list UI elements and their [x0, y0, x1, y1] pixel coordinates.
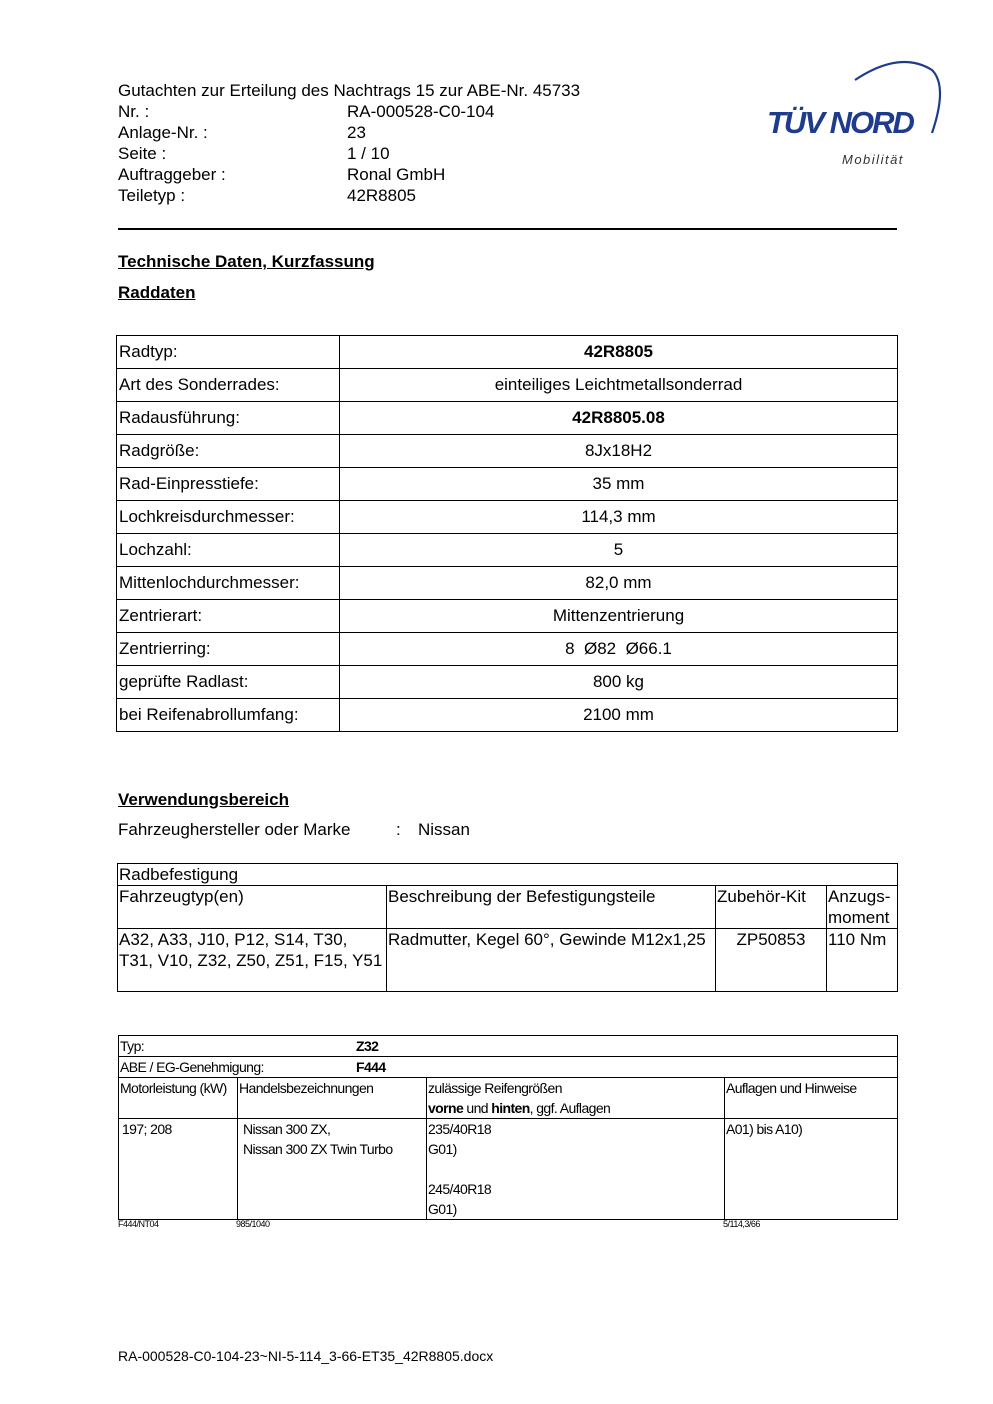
row-label: bei Reifenabrollumfang: [117, 699, 340, 732]
typ-row [119, 1036, 898, 1057]
table-row [118, 929, 898, 992]
table-row [117, 402, 898, 435]
header-value: Ronal GmbH [347, 165, 446, 184]
table-row [118, 864, 898, 886]
handelsbezeichnung-item: Nissan 300 ZX Twin Turbo [243, 1141, 393, 1157]
row-label: Lochzahl: [117, 534, 340, 567]
row-label: Mittenlochdurchmesser: [117, 567, 340, 600]
abe-value: F444 [356, 1059, 386, 1075]
table-row [117, 435, 898, 468]
row-label: Zentrierring: [117, 633, 340, 666]
header-row-anlage [118, 122, 580, 143]
row-value: 82,0 mm [340, 567, 898, 600]
reifen-header-und: und [463, 1100, 492, 1116]
motorleistung-cell: 197; 208 [119, 1119, 238, 1220]
tuv-nord-logo [760, 58, 945, 173]
abe-row [119, 1057, 898, 1078]
befestigungsteile-cell: Radmutter, Kegel 60°, Gewinde M12x1,25 [387, 929, 716, 992]
header-key: Seite : [118, 144, 167, 163]
row-label: Rad-Einpresstiefe: [117, 468, 340, 501]
handelsbezeichnungen-cell [238, 1119, 427, 1220]
reifen-auflage: G01) [428, 1201, 457, 1217]
fahrzeug-typ-table [118, 1035, 898, 1220]
column-header-motorleistung: Motorleistung (kW) [119, 1078, 238, 1119]
header-divider [118, 228, 897, 230]
reifen-auflage: G01) [428, 1141, 457, 1157]
column-header-reifengroessen [427, 1078, 725, 1119]
table-row [117, 468, 898, 501]
typ-value: Z32 [356, 1038, 379, 1054]
hersteller-value: Nissan [418, 820, 470, 839]
row-value: 42R8805 [340, 336, 898, 369]
column-header: Beschreibung der Befestigungsteile [387, 886, 716, 929]
section-heading-verwendungsbereich: Verwendungsbereich [118, 790, 289, 809]
row-value: 8Jx18H2 [340, 435, 898, 468]
table-row [117, 600, 898, 633]
column-header-handelsbezeichnungen: Handelsbezeichnungen [238, 1078, 427, 1119]
header-value: 1 / 10 [347, 144, 390, 163]
header-value: 42R8805 [347, 186, 417, 205]
hersteller-label: Fahrzeughersteller oder Marke [118, 820, 351, 839]
row-value: 42R8805.08 [340, 402, 898, 435]
fahrzeugtypen-cell: A32, A33, J10, P12, S14, T30, T31, V10, Z32, Z50, Z51, F15, Y51 [118, 929, 387, 992]
header-value: 23 [347, 123, 366, 142]
table-row [117, 633, 898, 666]
header-key: Anlage-Nr. : [118, 123, 208, 142]
reifen-header-hinten: hinten [491, 1100, 530, 1116]
column-header: Fahrzeugtyp(en) [118, 886, 387, 929]
table-header-row [119, 1078, 898, 1119]
row-label: Radtyp: [117, 336, 340, 369]
header-row-seite [118, 143, 580, 164]
reifen-header-line1: zulässige Reifengrößen [428, 1080, 562, 1096]
table-row [117, 501, 898, 534]
table-row [117, 699, 898, 732]
handelsbezeichnung-item: Nissan 300 ZX, [243, 1121, 331, 1137]
row-value: 35 mm [340, 468, 898, 501]
row-value: 2100 mm [340, 699, 898, 732]
reifen-header-vorne: vorne [428, 1100, 464, 1116]
hersteller-separator: : [396, 820, 401, 839]
table-row [119, 1057, 898, 1078]
logo-brand: TÜV NORD [767, 105, 913, 140]
row-label: Art des Sonderrades: [117, 369, 340, 402]
header-value: RA-000528-C0-104 [347, 102, 495, 121]
table-row [119, 1036, 898, 1057]
header-row-teiletyp [118, 185, 580, 206]
header-row-auftraggeber [118, 164, 580, 185]
raddaten-table [116, 335, 898, 732]
report-title: Gutachten zur Erteilung des Nachtrags 15 zur ABE-Nr. 45733 [118, 81, 581, 100]
table-footnote-code: 985/1040 [236, 1219, 270, 1229]
radbefestigung-table [117, 863, 898, 992]
logo-subtitle: Mobilität [842, 152, 904, 167]
anzugsmoment-cell: 110 Nm [827, 929, 898, 992]
column-header: Zubehör-Kit [716, 886, 827, 929]
row-label: Zentrierart: [117, 600, 340, 633]
section-heading-raddaten: Raddaten [118, 283, 196, 302]
header-key: Auftraggeber : [118, 165, 226, 184]
section-heading-technische-daten: Technische Daten, Kurzfassung [118, 252, 375, 271]
row-label: Lochkreisdurchmesser: [117, 501, 340, 534]
table-footnote-code: 5/114,3/66 [723, 1219, 760, 1229]
row-label: Radausführung: [117, 402, 340, 435]
document-filename: RA-000528-C0-104-23~NI-5-114_3-66-ET35_42R8805.docx [118, 1348, 494, 1364]
reifen-header-auflagen: , ggf. Auflagen [529, 1100, 611, 1116]
reifen-size: 245/40R18 [428, 1181, 492, 1197]
abe-label: ABE / EG-Genehmigung: [120, 1059, 264, 1075]
table-row [119, 1119, 898, 1220]
header-key: Nr. : [118, 102, 150, 121]
column-header: Anzugs- moment [827, 886, 898, 929]
table-header-row [118, 886, 898, 929]
table-row [117, 534, 898, 567]
row-value: Mittenzentrierung [340, 600, 898, 633]
document-header [118, 80, 580, 206]
reifengroessen-cell [427, 1119, 725, 1220]
auflagen-cell: A01) bis A10) [725, 1119, 898, 1220]
row-value: 8 Ø82 Ø66.1 [340, 633, 898, 666]
table-row [117, 336, 898, 369]
table-row [117, 369, 898, 402]
typ-label: Typ: [120, 1038, 145, 1054]
header-row-nr [118, 101, 580, 122]
radbefestigung-title: Radbefestigung [118, 864, 898, 886]
hersteller-line [118, 820, 470, 840]
row-label: geprüfte Radlast: [117, 666, 340, 699]
table-footnote-code: F444/NT04 [118, 1219, 159, 1229]
row-value: 114,3 mm [340, 501, 898, 534]
row-value: 800 kg [340, 666, 898, 699]
reifen-size: 235/40R18 [428, 1121, 492, 1137]
column-header-auflagen: Auflagen und Hinweise [725, 1078, 898, 1119]
zubehoer-kit-cell: ZP50853 [716, 929, 827, 992]
row-value: einteiliges Leichtmetallsonderrad [340, 369, 898, 402]
table-row [117, 666, 898, 699]
row-value: 5 [340, 534, 898, 567]
row-label: Radgröße: [117, 435, 340, 468]
table-row [117, 567, 898, 600]
header-key: Teiletyp : [118, 186, 186, 205]
